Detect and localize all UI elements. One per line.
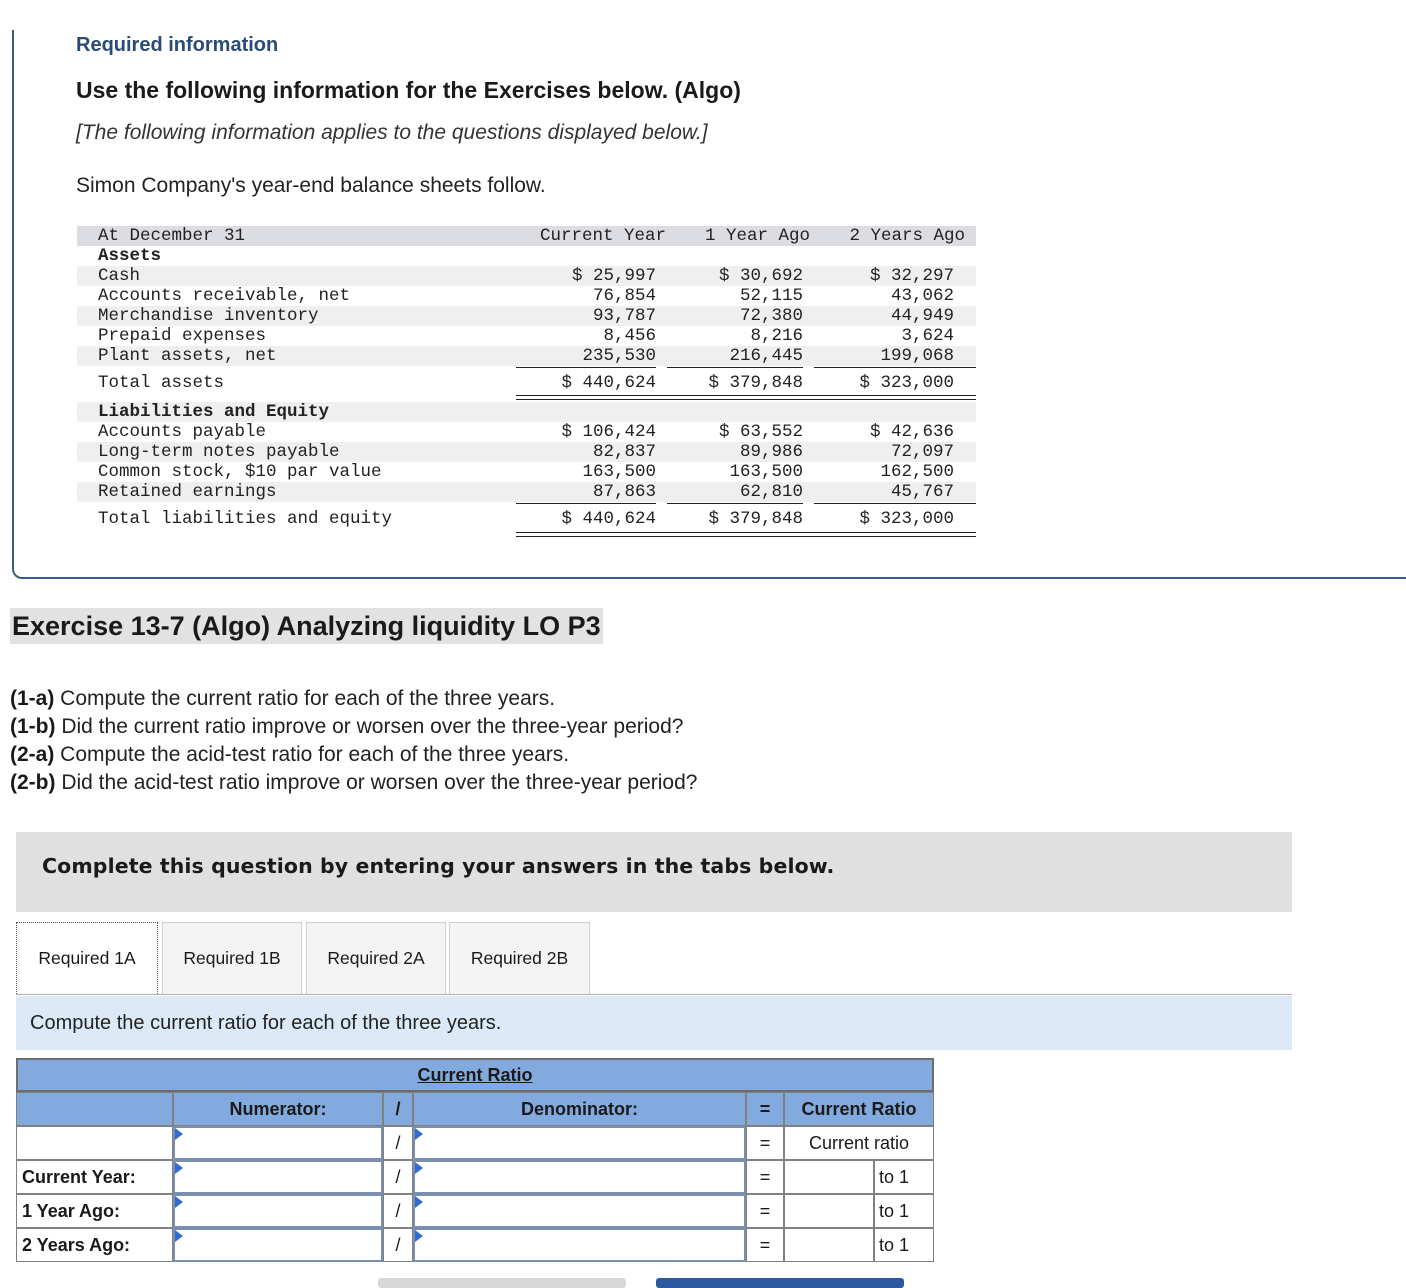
row-label: Accounts receivable, net [98, 286, 351, 306]
ratio-suffix: to 1 [874, 1228, 934, 1262]
value-1-year: 62,810 [739, 482, 803, 502]
total-liabilities-row [77, 509, 976, 529]
table-row [77, 422, 976, 442]
dropdown-flag-icon [175, 1230, 183, 1242]
numerator-input[interactable] [173, 1160, 383, 1194]
value-1-year: 89,986 [739, 442, 803, 462]
value-2-years: 199,068 [880, 346, 954, 366]
tab-required-2a[interactable]: Required 2A [306, 922, 446, 994]
value-current: 87,863 [592, 482, 656, 502]
value-current: $ 25,997 [571, 266, 656, 286]
ratio-suffix: to 1 [874, 1194, 934, 1228]
question-tag: (1-b) [10, 715, 56, 738]
tab-divider [16, 994, 1292, 995]
col-header-current-year: Current Year [539, 226, 666, 246]
info-note: [The following information applies to the questions displayed below.] [76, 121, 708, 144]
ratio-input[interactable] [784, 1160, 874, 1194]
intro-text: Simon Company's year-end balance sheets follow. [76, 174, 546, 197]
total-liab-1-year: $ 379,848 [708, 509, 803, 529]
row-label: Common stock, $10 par value [98, 462, 382, 482]
value-current: 235,530 [582, 346, 656, 366]
header-blank [16, 1092, 173, 1126]
total-assets-current: $ 440,624 [561, 373, 656, 393]
row-label: Prepaid expenses [98, 326, 267, 346]
slash: / [383, 1160, 413, 1194]
double-underline [516, 532, 976, 537]
col-header-2-years-ago: 2 Years Ago [849, 226, 965, 246]
balance-sheet-header-row [77, 226, 976, 246]
table-title: Current Ratio [16, 1058, 934, 1092]
dropdown-flag-icon [415, 1128, 423, 1140]
underline [667, 503, 803, 504]
tab-instruction: Compute the current ratio for each of the three years. [30, 1012, 502, 1034]
value-1-year: 216,445 [729, 346, 803, 366]
numerator-label-input[interactable] [173, 1126, 383, 1160]
value-current: $ 106,424 [561, 422, 656, 442]
total-assets-2-years: $ 323,000 [859, 373, 954, 393]
value-current: 163,500 [582, 462, 656, 482]
underline [814, 503, 976, 504]
equals: = [746, 1194, 784, 1228]
question-line [10, 715, 683, 739]
table-row [77, 462, 976, 482]
slash: / [383, 1228, 413, 1262]
liabilities-heading-row [77, 402, 976, 422]
row-label-1-year-ago: 1 Year Ago: [16, 1194, 173, 1228]
question-tag: (1-a) [10, 687, 55, 710]
liabilities-heading: Liabilities and Equity [98, 402, 330, 422]
numerator-input[interactable] [173, 1194, 383, 1228]
row-label: Long-term notes payable [98, 442, 340, 462]
table-row [77, 442, 976, 462]
value-current: 93,787 [592, 306, 656, 326]
tab-required-1b[interactable]: Required 1B [162, 922, 302, 994]
complete-instructions-banner [16, 832, 1292, 912]
numerator-header: Numerator: [173, 1092, 383, 1126]
underline [814, 367, 976, 368]
total-assets-row [77, 373, 976, 393]
underline [516, 367, 656, 368]
table-row [77, 326, 976, 346]
equals-header: = [746, 1092, 784, 1126]
value-2-years: $ 32,297 [869, 266, 954, 286]
value-current: 76,854 [592, 286, 656, 306]
question-text: Compute the acid-test ratio for each of the three years. [54, 743, 570, 766]
denominator-input[interactable] [413, 1228, 746, 1262]
value-1-year: $ 30,692 [718, 266, 803, 286]
denominator-label-input[interactable] [413, 1126, 746, 1160]
value-current: 8,456 [603, 326, 656, 346]
equals: = [746, 1228, 784, 1262]
row-label: Merchandise inventory [98, 306, 319, 326]
value-1-year: 8,216 [750, 326, 803, 346]
row-label: Accounts payable [98, 422, 267, 442]
ratio-input[interactable] [784, 1194, 874, 1228]
equals: = [746, 1126, 784, 1160]
question-line [10, 743, 569, 767]
row-label: Plant assets, net [98, 346, 277, 366]
dropdown-flag-icon [175, 1196, 183, 1208]
use-info-title: Use the following information for the Exercises below. (Algo) [76, 77, 741, 103]
value-2-years: 45,767 [890, 482, 954, 502]
value-1-year: 163,500 [729, 462, 803, 482]
row-label-cell [16, 1126, 173, 1160]
total-liab-current: $ 440,624 [561, 509, 656, 529]
table-row [77, 482, 976, 502]
value-2-years: 72,097 [890, 442, 954, 462]
dropdown-flag-icon [415, 1230, 423, 1242]
assets-heading: Assets [98, 246, 162, 266]
result-header: Current Ratio [784, 1092, 934, 1126]
value-2-years: 162,500 [880, 462, 954, 482]
table-row [77, 346, 976, 366]
complete-message: Complete this question by entering your answers in the tabs below. [42, 854, 835, 878]
question-line [10, 771, 697, 795]
total-assets-1-year: $ 379,848 [708, 373, 803, 393]
value-2-years: 3,624 [901, 326, 954, 346]
tab-required-1a[interactable]: Required 1A [16, 922, 158, 994]
question-text: Compute the current ratio for each of the three years. [54, 687, 556, 710]
slash: / [383, 1126, 413, 1160]
dropdown-flag-icon [415, 1196, 423, 1208]
total-assets-label: Total assets [98, 373, 225, 393]
question-tag: (2-a) [10, 743, 55, 766]
denominator-header: Denominator: [413, 1092, 746, 1126]
question-text: Did the current ratio improve or worsen over the three-year period? [55, 715, 684, 738]
denominator-input[interactable] [413, 1160, 746, 1194]
col-label: At December 31 [98, 226, 246, 246]
equals: = [746, 1160, 784, 1194]
question-text: Did the acid-test ratio improve or worsen over the three-year period? [55, 771, 698, 794]
previous-tab-button[interactable] [378, 1278, 626, 1288]
ratio-suffix: to 1 [874, 1160, 934, 1194]
underline [516, 503, 656, 504]
question-line [10, 687, 555, 711]
value-current: 82,837 [592, 442, 656, 462]
value-1-year: 72,380 [739, 306, 803, 326]
exercise-title: Exercise 13-7 (Algo) Analyzing liquidity LO P3 [10, 608, 603, 644]
row-label-2-years-ago: 2 Years Ago: [16, 1228, 173, 1262]
assets-heading-row [77, 246, 976, 266]
value-2-years: 43,062 [890, 286, 954, 306]
value-1-year: $ 63,552 [718, 422, 803, 442]
tab-required-2b[interactable]: Required 2B [449, 922, 590, 994]
denominator-input[interactable] [413, 1194, 746, 1228]
row-label: Cash [98, 266, 141, 286]
table-row [77, 286, 976, 306]
tab-instruction-bar [16, 996, 1292, 1050]
numerator-input[interactable] [173, 1228, 383, 1262]
value-2-years: $ 42,636 [869, 422, 954, 442]
double-underline [516, 395, 976, 400]
slash: / [383, 1194, 413, 1228]
row-label-current-year: Current Year: [16, 1160, 173, 1194]
col-header-1-year-ago: 1 Year Ago [704, 226, 810, 246]
dropdown-flag-icon [175, 1162, 183, 1174]
dropdown-flag-icon [415, 1162, 423, 1174]
ratio-input[interactable] [784, 1228, 874, 1262]
question-tag: (2-b) [10, 771, 56, 794]
required-info-heading: Required information [76, 34, 279, 56]
table-row [77, 266, 976, 286]
total-liabilities-label: Total liabilities and equity [98, 509, 393, 529]
value-2-years: 44,949 [890, 306, 954, 326]
total-liab-2-years: $ 323,000 [859, 509, 954, 529]
table-row [77, 306, 976, 326]
slash-header: / [383, 1092, 413, 1126]
dropdown-flag-icon [175, 1128, 183, 1140]
value-1-year: 52,115 [739, 286, 803, 306]
next-tab-button[interactable] [656, 1278, 904, 1288]
result-sublabel: Current ratio [784, 1126, 934, 1160]
underline [667, 367, 803, 368]
row-label: Retained earnings [98, 482, 277, 502]
